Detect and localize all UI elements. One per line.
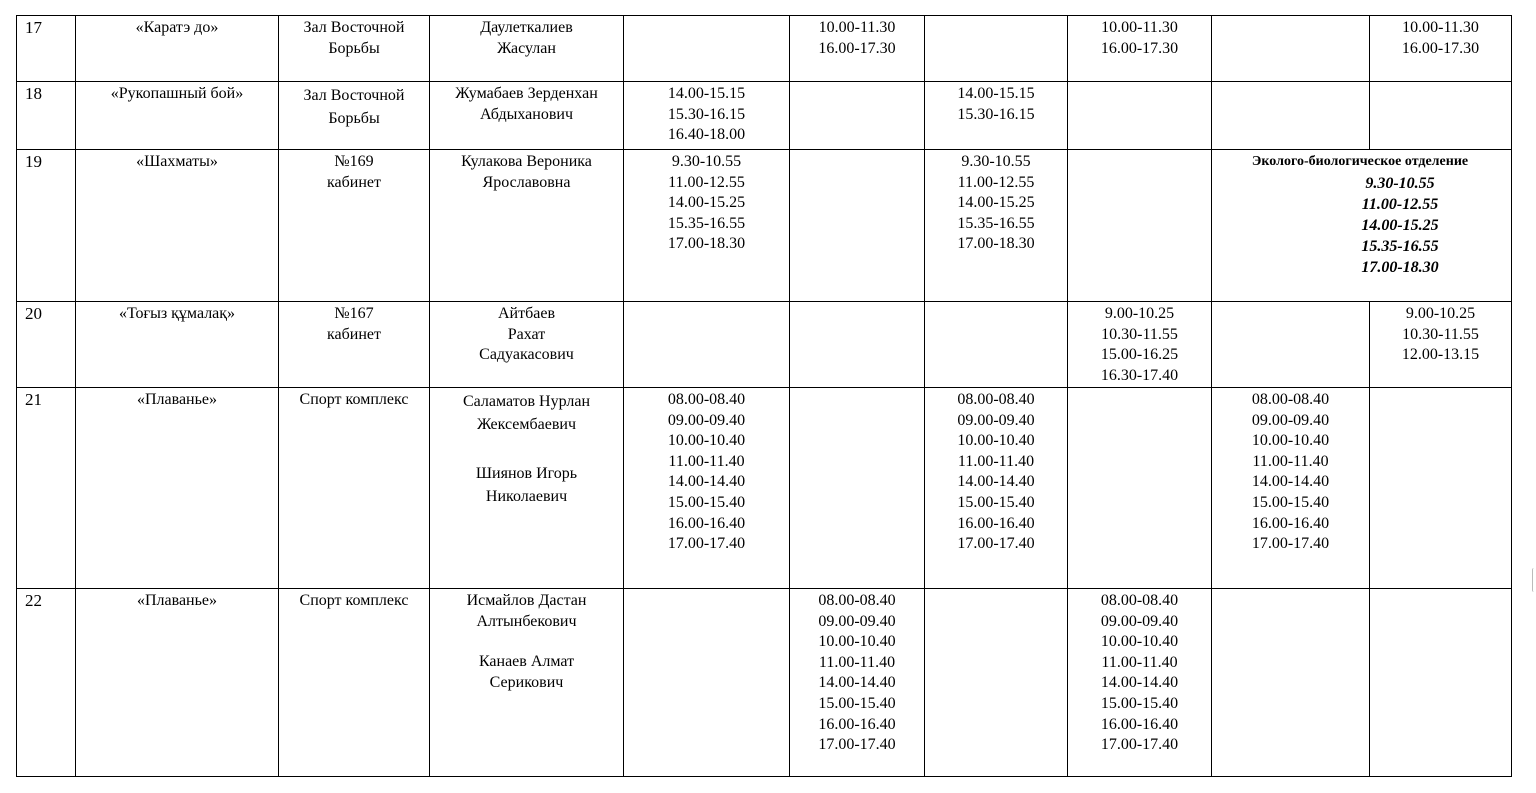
time-slot: 10.00-10.40 [1251, 432, 1330, 450]
monday-cell [624, 302, 790, 388]
department-note: Эколого-биологическое отделение [1251, 154, 1469, 169]
wednesday-cell [925, 302, 1068, 388]
teacher-line: Николаевич [485, 488, 568, 505]
time-slot: 17.00-18.30 [1361, 259, 1439, 277]
time-slot: 9.00-10.25 [1405, 305, 1476, 322]
wednesday-cell [925, 150, 1068, 302]
time-slot: 11.00-12.55 [957, 173, 1035, 191]
time-slot: 09.00-09.40 [1251, 411, 1330, 429]
time-slot: 11.00-12.55 [1361, 195, 1439, 213]
teacher-line: Даулеткалиев [480, 19, 573, 36]
time-slot: 16.00-16.40 [1251, 514, 1330, 532]
row-number: 22 [17, 589, 76, 777]
teacher-cell [430, 388, 624, 589]
venue-line: Спорт комплекс [299, 592, 409, 609]
teacher-line: Кулакова Вероника [461, 153, 592, 170]
table-row [17, 589, 1512, 777]
time-slot: 09.00-09.40 [1100, 612, 1179, 630]
teacher-line: Канаев Алмат [478, 653, 575, 671]
teacher-cell [430, 302, 624, 388]
time-slot: 11.00-11.40 [668, 452, 745, 470]
tuesday-cell [790, 388, 925, 589]
venue-cell [279, 302, 430, 388]
time-slot: 11.00-11.40 [957, 452, 1035, 470]
time-slot: 16.00-17.30 [818, 39, 896, 57]
club-name: «Плаванье» [76, 589, 279, 777]
venue-line: кабинет [327, 173, 381, 191]
time-slot: 10.00-10.40 [1100, 633, 1179, 651]
teacher-line: Алтынбекович [476, 612, 577, 630]
time-slot: 08.00-08.40 [1100, 592, 1179, 609]
teacher-cell [430, 150, 624, 302]
time-slot: 11.00-11.40 [818, 653, 896, 671]
time-slot: 14.00-14.40 [1100, 674, 1179, 692]
time-slot: 16.00-16.40 [957, 514, 1035, 532]
tuesday-cell [790, 589, 925, 777]
row-number: 18 [17, 82, 76, 150]
time-slot: 16.40-18.00 [667, 126, 746, 144]
teacher-line: Айтбаев [497, 305, 555, 322]
teacher-cell [430, 589, 624, 777]
row-number: 19 [17, 150, 76, 302]
teacher-line: Жумабаев Зерденхан [455, 85, 598, 102]
time-slot: 11.00-11.40 [1252, 452, 1329, 470]
time-slot: 15.35-16.55 [1361, 238, 1439, 256]
teacher-line: Рахат [507, 325, 546, 343]
thursday-cell [1068, 82, 1212, 150]
saturday-cell [1370, 302, 1512, 388]
time-slot: 15.30-16.15 [957, 105, 1035, 123]
time-slot: 10.00-11.30 [1101, 19, 1178, 36]
time-slot: 16.00-17.30 [1401, 39, 1480, 57]
thursday-cell [1068, 16, 1212, 82]
venue-cell [279, 82, 430, 150]
time-slot: 08.00-08.40 [1251, 391, 1330, 408]
venue-line: Борьбы [328, 110, 380, 127]
teacher-line: Жасулан [497, 39, 556, 57]
venue-line: Зал Восточной [303, 19, 405, 36]
schedule-table [16, 15, 1512, 777]
teacher-line: Садуакасович [479, 346, 574, 364]
thursday-cell [1068, 150, 1212, 302]
teacher-cell [430, 82, 624, 150]
friday-cell [1212, 589, 1370, 777]
time-slot: 14.00-15.15 [957, 85, 1035, 102]
time-slot: 16.30-17.40 [1100, 366, 1179, 384]
time-slot: 15.00-15.40 [957, 493, 1035, 511]
venue-line: Спорт комплекс [299, 391, 409, 408]
time-slot: 9.30-10.55 [671, 153, 742, 170]
time-slot: 15.00-15.40 [667, 493, 746, 511]
venue-cell [279, 589, 430, 777]
venue-line: №167 [334, 305, 374, 322]
time-slot: 16.00-16.40 [667, 514, 746, 532]
teacher-line: Исмайлов Дастан [466, 592, 587, 609]
time-slot: 10.00-10.40 [957, 432, 1035, 450]
table-row [17, 302, 1512, 388]
time-slot: 14.00-14.40 [957, 473, 1035, 491]
time-slot: 14.00-14.40 [667, 473, 746, 491]
time-slot: 12.00-13.15 [1401, 346, 1480, 364]
tuesday-cell [790, 302, 925, 388]
monday-cell [624, 388, 790, 589]
friday-cell [1212, 302, 1370, 388]
monday-cell [624, 589, 790, 777]
club-name: «Каратэ до» [76, 16, 279, 82]
time-slot: 08.00-08.40 [818, 592, 896, 609]
teacher-cell [430, 16, 624, 82]
monday-cell [624, 150, 790, 302]
saturday-cell [1370, 589, 1512, 777]
club-name: «Шахматы» [76, 150, 279, 302]
time-slot: 16.00-16.40 [818, 715, 896, 733]
table-row [17, 82, 1512, 150]
time-slot: 10.00-11.30 [1402, 19, 1479, 36]
friday-cell [1212, 388, 1370, 589]
teacher-line: Шиянов Игорь [475, 465, 578, 482]
club-name: «Тоғыз құмалақ» [76, 302, 279, 388]
time-slot: 15.30-16.15 [667, 105, 746, 123]
spacer [433, 632, 620, 652]
time-slot: 11.00-12.55 [668, 173, 745, 191]
venue-line: кабинет [327, 325, 381, 343]
time-slot: 15.00-15.40 [818, 694, 896, 712]
time-slot: 08.00-08.40 [957, 391, 1035, 408]
thursday-cell [1068, 388, 1212, 589]
time-slot: 09.00-09.40 [667, 411, 746, 429]
venue-cell [279, 16, 430, 82]
time-slot: 17.00-17.40 [1100, 736, 1179, 754]
merged-department-cell [1212, 150, 1512, 302]
thursday-cell [1068, 302, 1212, 388]
table-row [17, 150, 1512, 302]
time-slot: 10.30-11.55 [1402, 325, 1479, 343]
row-number: 21 [17, 388, 76, 589]
time-slot: 08.00-08.40 [667, 391, 746, 408]
time-slot: 15.00-15.40 [1251, 493, 1330, 511]
time-slot: 15.00-15.40 [1100, 694, 1179, 712]
saturday-cell [1370, 82, 1512, 150]
time-slot: 17.00-17.40 [957, 535, 1035, 553]
saturday-cell [1370, 16, 1512, 82]
venue-cell [279, 150, 430, 302]
time-slot: 14.00-15.15 [667, 85, 746, 102]
time-slot: 10.00-10.40 [667, 432, 746, 450]
table-row [17, 388, 1512, 589]
time-slot: 17.00-17.40 [1251, 535, 1330, 553]
time-slot: 14.00-15.25 [667, 194, 746, 212]
teacher-line: Саламатов Нурлан [462, 393, 591, 410]
time-slot: 16.00-17.30 [1100, 39, 1179, 57]
teacher-line: Жексембаевич [476, 416, 577, 433]
tuesday-cell [790, 16, 925, 82]
time-slot: 9.30-10.55 [1365, 174, 1435, 192]
venue-line: Борьбы [328, 39, 380, 57]
monday-cell [624, 16, 790, 82]
saturday-cell [1370, 388, 1512, 589]
time-slot: 16.00-16.40 [1100, 715, 1179, 733]
venue-line: №169 [334, 153, 374, 170]
time-slot: 17.00-17.40 [667, 535, 746, 553]
time-slot: 15.35-16.55 [957, 214, 1035, 232]
teacher-line: Абдыханович [480, 105, 573, 123]
venue-cell [279, 388, 430, 589]
time-slot: 14.00-15.25 [957, 194, 1035, 212]
row-number: 17 [17, 16, 76, 82]
time-slot: 9.00-10.25 [1104, 305, 1175, 322]
time-slot: 11.00-11.40 [1101, 653, 1178, 671]
time-slot: 14.00-14.40 [818, 674, 896, 692]
time-slot: 17.00-18.30 [667, 235, 746, 253]
time-slot: 10.00-11.30 [818, 19, 896, 36]
teacher-line: Серикович [489, 673, 564, 691]
wednesday-cell [925, 16, 1068, 82]
venue-line: Зал Восточной [303, 87, 405, 104]
time-slot: 14.00-14.40 [1251, 473, 1330, 491]
time-slot: 17.00-17.40 [818, 736, 896, 754]
tuesday-cell [790, 82, 925, 150]
time-slot: 10.00-10.40 [818, 633, 896, 651]
table-row [17, 16, 1512, 82]
monday-cell [624, 82, 790, 150]
time-slot: 15.35-16.55 [667, 214, 746, 232]
friday-cell [1212, 16, 1370, 82]
time-slot: 09.00-09.40 [818, 612, 896, 630]
wednesday-cell [925, 82, 1068, 150]
friday-cell [1212, 82, 1370, 150]
time-slot: 15.00-16.25 [1100, 346, 1179, 364]
time-slot: 10.30-11.55 [1101, 325, 1178, 343]
thursday-cell [1068, 589, 1212, 777]
time-slot: 09.00-09.40 [957, 411, 1035, 429]
wednesday-cell [925, 388, 1068, 589]
spacer [433, 436, 620, 462]
time-slot: 17.00-18.30 [957, 235, 1035, 253]
row-number: 20 [17, 302, 76, 388]
club-name: «Рукопашный бой» [76, 82, 279, 150]
wednesday-cell [925, 589, 1068, 777]
club-name: «Плаванье» [76, 388, 279, 589]
page-edge-scroll-mark [1532, 568, 1536, 592]
time-slot: 9.30-10.55 [961, 153, 1031, 170]
tuesday-cell [790, 150, 925, 302]
time-slot: 14.00-15.25 [1361, 217, 1439, 234]
teacher-line: Ярославовна [482, 173, 571, 191]
